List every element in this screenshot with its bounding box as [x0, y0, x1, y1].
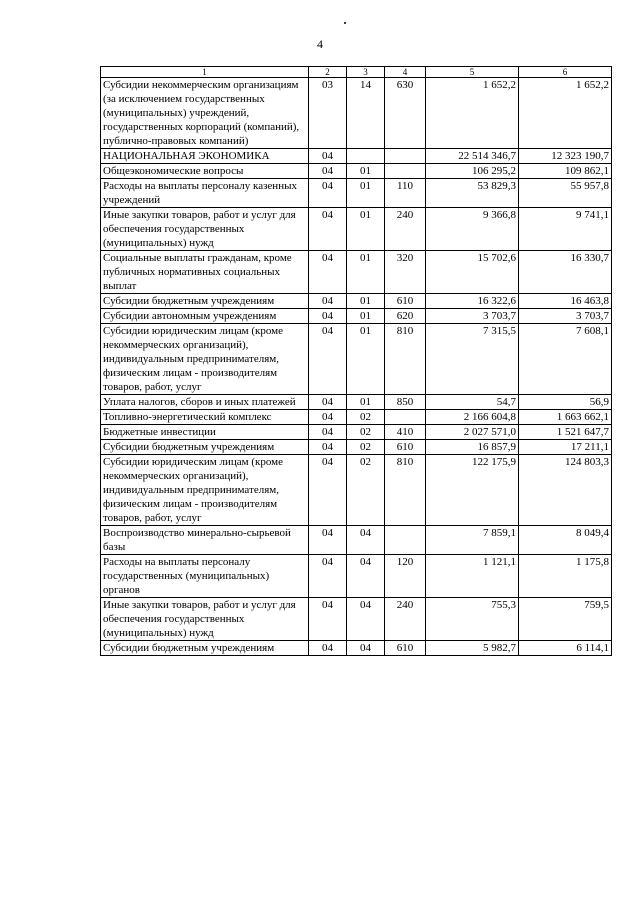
table-body	[101, 78, 612, 656]
row-subsection-cell: 04	[347, 641, 385, 656]
row-section-cell: 04	[309, 294, 347, 309]
row-value-col6-cell: 124 803,3	[519, 455, 612, 526]
page-number: 4	[317, 37, 323, 51]
table-row	[101, 294, 612, 309]
row-value-col6-cell: 8 049,4	[519, 526, 612, 555]
budget-table	[100, 66, 612, 656]
row-name-cell: Субсидии бюджетным учреждениям	[101, 294, 309, 309]
row-name-cell: Иные закупки товаров, работ и услуг для обеспечения государственных (муниципальных) нужд	[101, 208, 309, 251]
row-name-cell: Бюджетные инвестиции	[101, 425, 309, 440]
row-section-cell: 04	[309, 641, 347, 656]
table-row	[101, 149, 612, 164]
row-value-col6-cell: 55 957,8	[519, 179, 612, 208]
row-name-cell: Топливно-энергетический комплекс	[101, 410, 309, 425]
row-section-cell: 04	[309, 526, 347, 555]
row-value-col5-cell: 16 322,6	[426, 294, 519, 309]
table-row	[101, 440, 612, 455]
table-row	[101, 425, 612, 440]
row-name-cell: Субсидии бюджетным учреждениям	[101, 440, 309, 455]
row-expense-type-cell: 240	[385, 598, 426, 641]
row-value-col6-cell: 1 175,8	[519, 555, 612, 598]
row-subsection-cell: 04	[347, 598, 385, 641]
row-value-col6-cell: 1 521 647,7	[519, 425, 612, 440]
row-value-col6-cell: 7 608,1	[519, 324, 612, 395]
row-value-col5-cell: 1 121,1	[426, 555, 519, 598]
row-value-col5-cell: 122 175,9	[426, 455, 519, 526]
row-subsection-cell: 01	[347, 309, 385, 324]
row-subsection-cell: 02	[347, 425, 385, 440]
row-subsection-cell: 04	[347, 526, 385, 555]
table-row	[101, 395, 612, 410]
row-name-cell: Субсидии юридическим лицам (кроме некоммерческих организаций), индивидуальным предпринимателям, физическим лицам - производителям товаров, работ, услуг	[101, 455, 309, 526]
row-expense-type-cell: 610	[385, 440, 426, 455]
row-section-cell: 04	[309, 309, 347, 324]
row-section-cell: 04	[309, 208, 347, 251]
row-value-col6-cell: 1 663 662,1	[519, 410, 612, 425]
row-expense-type-cell	[385, 149, 426, 164]
row-value-col6-cell: 12 323 190,7	[519, 149, 612, 164]
row-name-cell: Расходы на выплаты персоналу государственных (муниципальных) органов	[101, 555, 309, 598]
row-value-col6-cell: 109 862,1	[519, 164, 612, 179]
row-subsection-cell: 14	[347, 78, 385, 149]
row-name-cell: Субсидии некоммерческим организациям (за исключением государственных (муниципальных) учреждений, государственных корпораций (компаний), публично-правовых компаний)	[101, 78, 309, 149]
row-value-col5-cell: 5 982,7	[426, 641, 519, 656]
row-subsection-cell: 01	[347, 208, 385, 251]
table-row	[101, 251, 612, 294]
row-subsection-cell: 01	[347, 251, 385, 294]
row-value-col5-cell: 53 829,3	[426, 179, 519, 208]
row-expense-type-cell: 240	[385, 208, 426, 251]
header-col-4: 4	[385, 67, 426, 78]
row-expense-type-cell: 850	[385, 395, 426, 410]
row-expense-type-cell: 320	[385, 251, 426, 294]
row-value-col5-cell: 22 514 346,7	[426, 149, 519, 164]
row-value-col6-cell: 9 741,1	[519, 208, 612, 251]
row-subsection-cell: 02	[347, 455, 385, 526]
row-value-col5-cell: 1 652,2	[426, 78, 519, 149]
row-expense-type-cell: 630	[385, 78, 426, 149]
row-subsection-cell: 01	[347, 179, 385, 208]
row-section-cell: 04	[309, 149, 347, 164]
row-subsection-cell: 01	[347, 324, 385, 395]
header-col-3: 3	[347, 67, 385, 78]
row-subsection-cell: 01	[347, 164, 385, 179]
header-col-6: 6	[519, 67, 612, 78]
table-row	[101, 598, 612, 641]
table-row	[101, 309, 612, 324]
row-section-cell: 04	[309, 555, 347, 598]
row-section-cell: 04	[309, 598, 347, 641]
row-expense-type-cell	[385, 526, 426, 555]
row-name-cell: НАЦИОНАЛЬНАЯ ЭКОНОМИКА	[101, 149, 309, 164]
row-section-cell: 04	[309, 324, 347, 395]
row-subsection-cell: 01	[347, 294, 385, 309]
row-section-cell: 04	[309, 425, 347, 440]
row-subsection-cell	[347, 149, 385, 164]
table-header-row	[101, 67, 612, 78]
row-section-cell: 03	[309, 78, 347, 149]
table-row	[101, 164, 612, 179]
table-row	[101, 78, 612, 149]
row-name-cell: Общеэкономические вопросы	[101, 164, 309, 179]
row-value-col6-cell: 16 463,8	[519, 294, 612, 309]
page-dot-mark	[344, 22, 346, 24]
table-row	[101, 179, 612, 208]
row-expense-type-cell: 620	[385, 309, 426, 324]
row-value-col5-cell: 3 703,7	[426, 309, 519, 324]
row-value-col5-cell: 106 295,2	[426, 164, 519, 179]
row-subsection-cell: 01	[347, 395, 385, 410]
header-col-1: 1	[101, 67, 309, 78]
row-value-col5-cell: 2 166 604,8	[426, 410, 519, 425]
row-value-col6-cell: 56,9	[519, 395, 612, 410]
row-value-col5-cell: 9 366,8	[426, 208, 519, 251]
row-expense-type-cell: 610	[385, 641, 426, 656]
row-value-col5-cell: 15 702,6	[426, 251, 519, 294]
row-value-col6-cell: 1 652,2	[519, 78, 612, 149]
row-expense-type-cell: 610	[385, 294, 426, 309]
row-value-col6-cell: 16 330,7	[519, 251, 612, 294]
row-name-cell: Расходы на выплаты персоналу казенных учреждений	[101, 179, 309, 208]
row-subsection-cell: 02	[347, 440, 385, 455]
table-row	[101, 526, 612, 555]
row-section-cell: 04	[309, 179, 347, 208]
row-value-col5-cell: 54,7	[426, 395, 519, 410]
row-expense-type-cell	[385, 410, 426, 425]
row-section-cell: 04	[309, 410, 347, 425]
table-row	[101, 555, 612, 598]
row-value-col5-cell: 7 315,5	[426, 324, 519, 395]
row-section-cell: 04	[309, 455, 347, 526]
table-row	[101, 455, 612, 526]
row-name-cell: Иные закупки товаров, работ и услуг для обеспечения государственных (муниципальных) нужд	[101, 598, 309, 641]
row-expense-type-cell: 810	[385, 324, 426, 395]
row-value-col6-cell: 6 114,1	[519, 641, 612, 656]
table-row	[101, 208, 612, 251]
row-name-cell: Социальные выплаты гражданам, кроме публичных нормативных социальных выплат	[101, 251, 309, 294]
row-value-col5-cell: 755,3	[426, 598, 519, 641]
row-value-col5-cell: 2 027 571,0	[426, 425, 519, 440]
row-subsection-cell: 04	[347, 555, 385, 598]
row-section-cell: 04	[309, 164, 347, 179]
row-value-col5-cell: 7 859,1	[426, 526, 519, 555]
row-value-col5-cell: 16 857,9	[426, 440, 519, 455]
row-name-cell: Субсидии автономным учреждениям	[101, 309, 309, 324]
row-expense-type-cell	[385, 164, 426, 179]
row-expense-type-cell: 120	[385, 555, 426, 598]
row-section-cell: 04	[309, 395, 347, 410]
row-expense-type-cell: 410	[385, 425, 426, 440]
row-expense-type-cell: 110	[385, 179, 426, 208]
table-row	[101, 410, 612, 425]
table-row	[101, 641, 612, 656]
header-col-5: 5	[426, 67, 519, 78]
header-col-2: 2	[309, 67, 347, 78]
row-subsection-cell: 02	[347, 410, 385, 425]
row-section-cell: 04	[309, 251, 347, 294]
row-expense-type-cell: 810	[385, 455, 426, 526]
table-row	[101, 324, 612, 395]
row-name-cell: Субсидии бюджетным учреждениям	[101, 641, 309, 656]
row-name-cell: Воспроизводство минерально-сырьевой базы	[101, 526, 309, 555]
row-name-cell: Уплата налогов, сборов и иных платежей	[101, 395, 309, 410]
row-section-cell: 04	[309, 440, 347, 455]
row-name-cell: Субсидии юридическим лицам (кроме некоммерческих организаций), индивидуальным предпринимателям, физическим лицам - производителям товаров, работ, услуг	[101, 324, 309, 395]
row-value-col6-cell: 3 703,7	[519, 309, 612, 324]
row-value-col6-cell: 17 211,1	[519, 440, 612, 455]
row-value-col6-cell: 759,5	[519, 598, 612, 641]
